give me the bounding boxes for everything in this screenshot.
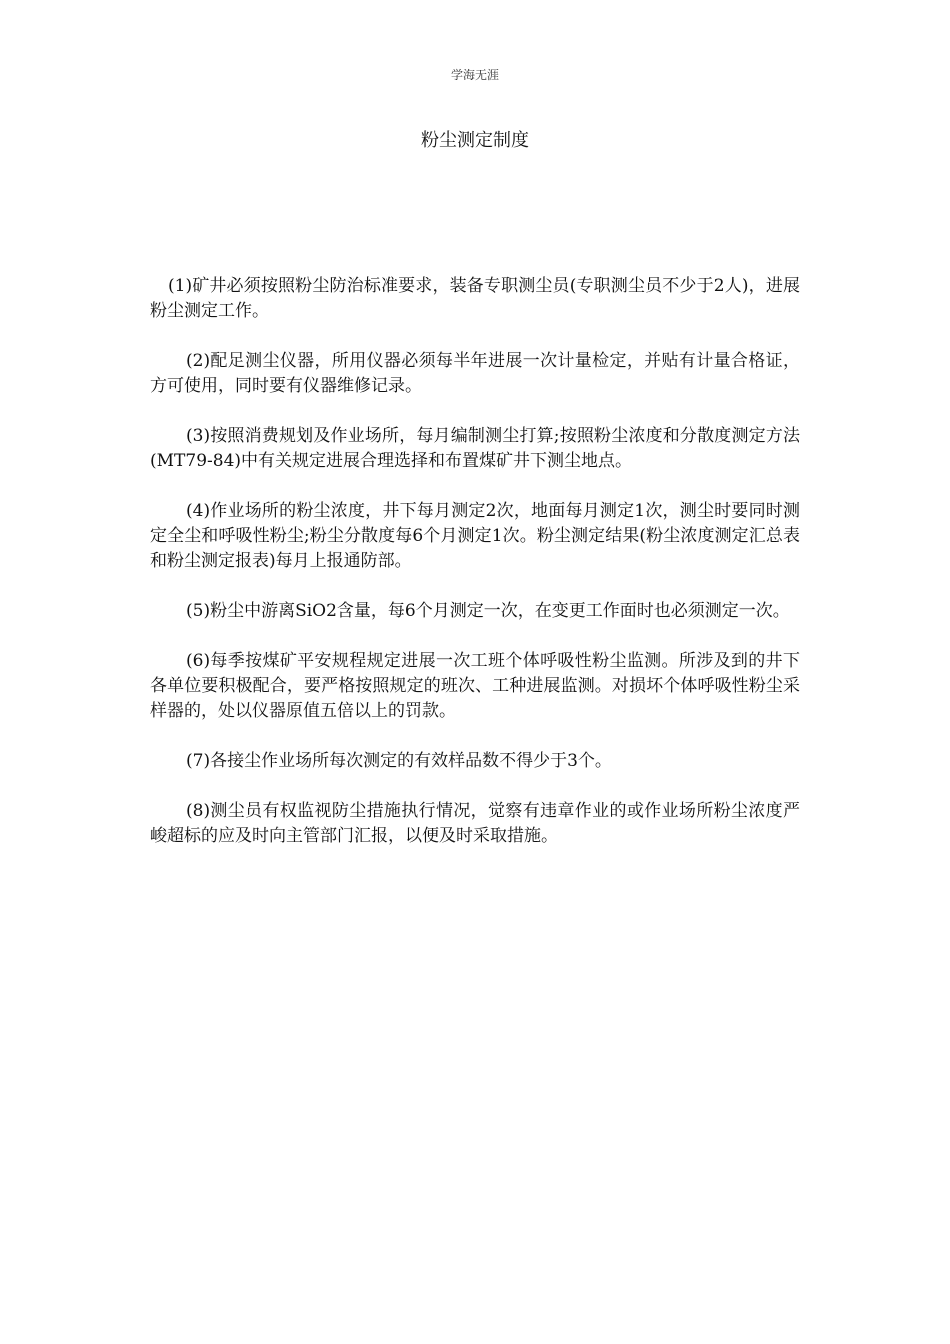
document-title: 粉尘测定制度 <box>421 130 529 151</box>
paragraph-1: (1)矿井必须按照粉尘防治标准要求，装备专职测尘员(专职测尘员不少于2人)，进展粉尘测定工作。 <box>150 276 800 321</box>
paragraph-6: (6)每季按煤矿平安规程规定进展一次工班个体呼吸性粉尘监测。所涉及到的井下各单位要积极配合，要严格按照规定的班次、工种进展监测。对损坏个体呼吸性粉尘采样器的，处以仪器原值五倍以上的罚款。 <box>150 651 800 721</box>
paragraph-7: (7)各接尘作业场所每次测定的有效样品数不得少于3个。 <box>186 751 612 771</box>
paragraph-2: (2)配足测尘仪器，所用仪器必须每半年进展一次计量检定，并贴有计量合格证，方可使用，同时要有仪器维修记录。 <box>150 351 800 396</box>
document-body <box>150 274 800 874</box>
paragraph-5: (5)粉尘中游离SiO2含量，每6个月测定一次，在变更工作面时也必须测定一次。 <box>186 601 790 621</box>
paragraph-4: (4)作业场所的粉尘浓度，井下每月测定2次，地面每月测定1次，测尘时要同时测定全尘和呼吸性粉尘;粉尘分散度每6个月测定1次。粉尘测定结果(粉尘浓度测定汇总表和粉尘测定报表)每月上报通防部。 <box>150 501 800 571</box>
page-header: 学海无涯 <box>450 68 499 82</box>
paragraph-3: (3)按照消费规划及作业场所，每月编制测尘打算;按照粉尘浓度和分散度测定方法(MT79-84)中有关规定进展合理选择和布置煤矿井下测尘地点。 <box>150 426 800 471</box>
paragraph-8: (8)测尘员有权监视防尘措施执行情况，觉察有违章作业的或作业场所粉尘浓度严峻超标的应及时向主管部门汇报，以便及时采取措施。 <box>150 801 800 846</box>
